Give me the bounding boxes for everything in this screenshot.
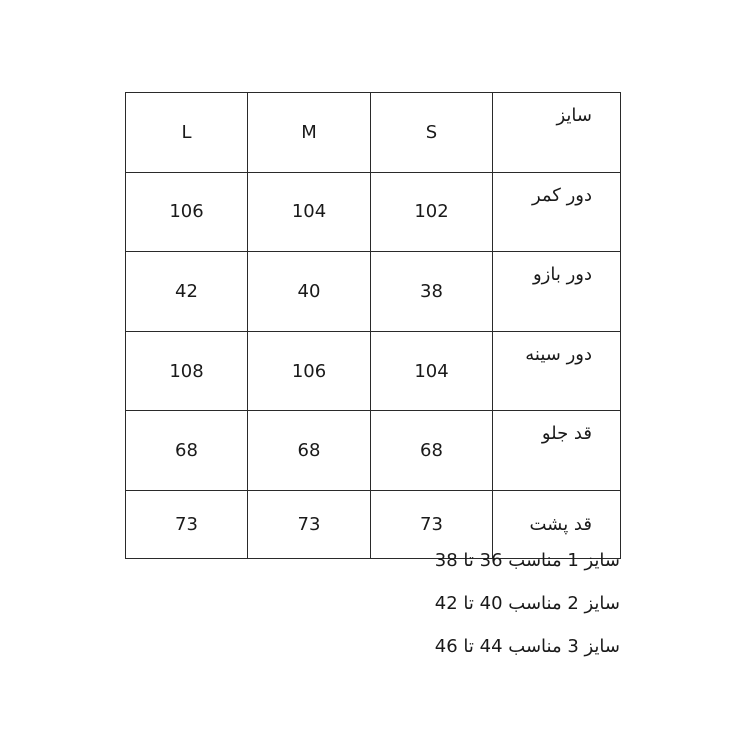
- header-size-l: L: [126, 93, 248, 173]
- size-notes: [435, 548, 620, 677]
- size-note-1: سایز 1 مناسب 36 تا 38: [434, 550, 620, 571]
- cell-arm-m: 40: [248, 252, 371, 332]
- cell-back-length-l: 73: [126, 490, 248, 558]
- size-chart-table: [125, 92, 621, 559]
- table-row: [126, 331, 621, 411]
- cell-front-length-l: 68: [126, 411, 248, 491]
- cell-waist-s: 102: [371, 172, 493, 252]
- cell-waist-m: 104: [248, 172, 371, 252]
- table-row: [126, 411, 621, 491]
- cell-front-length-s: 68: [371, 411, 493, 491]
- row-label-back-length: قد پشت: [493, 490, 621, 558]
- row-label-front-length: قد جلو: [493, 411, 621, 491]
- row-label-chest: دور سینه: [493, 331, 621, 411]
- cell-arm-l: 42: [126, 252, 248, 332]
- cell-front-length-m: 68: [248, 411, 371, 491]
- header-size-m: M: [248, 93, 371, 173]
- header-size-label: سایز: [493, 93, 621, 173]
- size-note-2: سایز 2 مناسب 40 تا 42: [434, 593, 620, 614]
- cell-back-length-m: 73: [248, 490, 371, 558]
- row-label-arm: دور بازو: [493, 252, 621, 332]
- cell-arm-s: 38: [371, 252, 493, 332]
- cell-back-length-s: 73: [371, 490, 493, 558]
- table-header-row: [126, 93, 621, 173]
- size-note-3: سایز 3 مناسب 44 تا 46: [434, 636, 620, 657]
- row-label-waist: دور کمر: [493, 172, 621, 252]
- cell-chest-m: 106: [248, 331, 371, 411]
- cell-chest-l: 108: [126, 331, 248, 411]
- header-size-s: S: [371, 93, 493, 173]
- table-row: [126, 252, 621, 332]
- cell-chest-s: 104: [371, 331, 493, 411]
- cell-waist-l: 106: [126, 172, 248, 252]
- table-row: [126, 172, 621, 252]
